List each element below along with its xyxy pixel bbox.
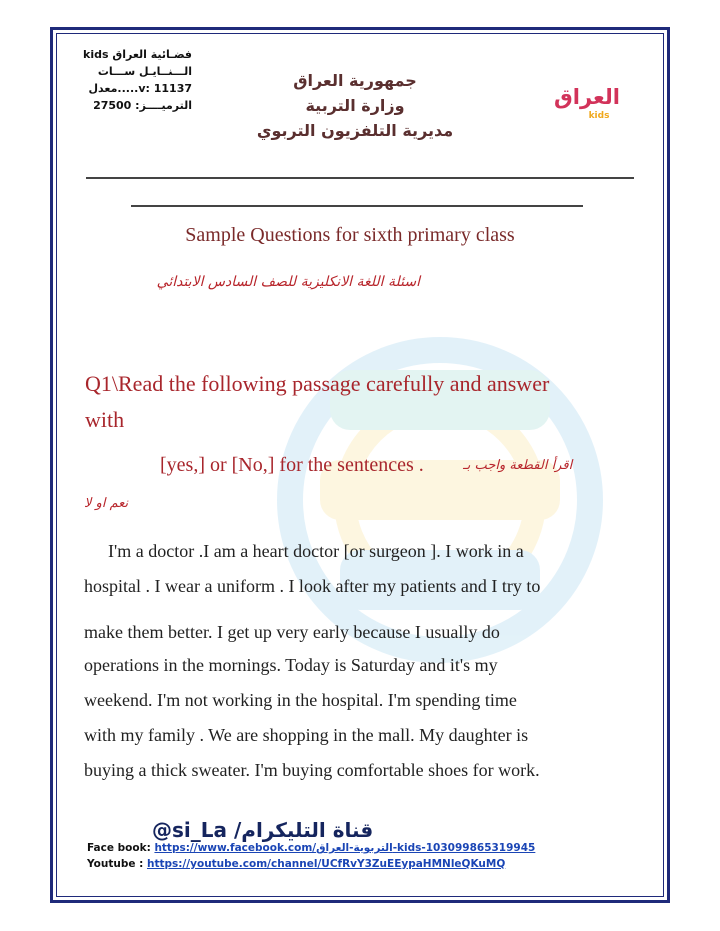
satellite-name: الـــنــايـل ســـات <box>97 65 192 78</box>
youtube-line <box>87 858 505 870</box>
divider-bottom <box>131 205 583 207</box>
republic-title: جمهورية العراق <box>293 71 417 90</box>
logo-text: العراق <box>554 85 620 109</box>
question-line-1: Q1\Read the following passage carefully and answer <box>85 371 550 396</box>
page-title: Sample Questions for sixth primary class <box>185 224 515 246</box>
divider-top <box>86 177 634 179</box>
satellite-frequency: v: 11137.....معدل <box>88 82 192 95</box>
directorate-title: مديرية التلفزيون التربوي <box>256 121 454 140</box>
ministry-title: وزارة التربية <box>305 96 405 115</box>
passage-line: hospital . I wear a uniform . I look after my patients and I try to <box>84 576 541 596</box>
arabic-yes-no: نعم او لا <box>84 496 129 511</box>
passage-line: buying a thick sweater. I'm buying comfortable shoes for work. <box>84 760 540 780</box>
passage-line: make them better. I get up very early because I usually do <box>84 622 500 642</box>
ministry-header <box>230 68 480 143</box>
passage-line: with my family . We are shopping in the mall. My daughter is <box>84 725 529 745</box>
passage-line: weekend. I'm not working in the hospital. I'm spending time <box>84 690 517 710</box>
satellite-symbol-rate: الترميــــز: 27500 <box>93 99 192 112</box>
question-line-2: with <box>85 407 125 432</box>
facebook-link[interactable]: https://www.facebook.com/التربوية-العراق-kids-103099865319945 <box>154 842 536 854</box>
youtube-label: Youtube : <box>87 858 144 870</box>
question-heading <box>85 366 645 438</box>
question-instruction: [yes,] or [No,] for the sentences . <box>160 454 424 476</box>
satellite-channel: فضـائية العراق kids <box>83 48 192 61</box>
iraq-kids-logo <box>554 72 620 124</box>
passage-line: operations in the mornings. Today is Saturday and it's my <box>84 655 498 675</box>
telegram-channel: @si_La /قناة التليكرام <box>152 818 374 842</box>
youtube-link[interactable]: https://youtube.com/channel/UCfRvY3ZuEEypaHMNleQKuMQ <box>146 858 506 870</box>
satellite-info <box>70 46 192 114</box>
facebook-line <box>87 842 535 854</box>
passage-line: I'm a doctor .I am a heart doctor [or surgeon ]. I work in a <box>108 541 524 561</box>
arabic-instruction: اقرأ القطعة واجب بـ <box>463 458 573 473</box>
logo-badge: kids <box>588 111 610 121</box>
arabic-title: اسئلة اللغة الانكليزية للصف السادس الابتدائي <box>156 274 420 290</box>
facebook-label: Face book: <box>87 842 151 854</box>
